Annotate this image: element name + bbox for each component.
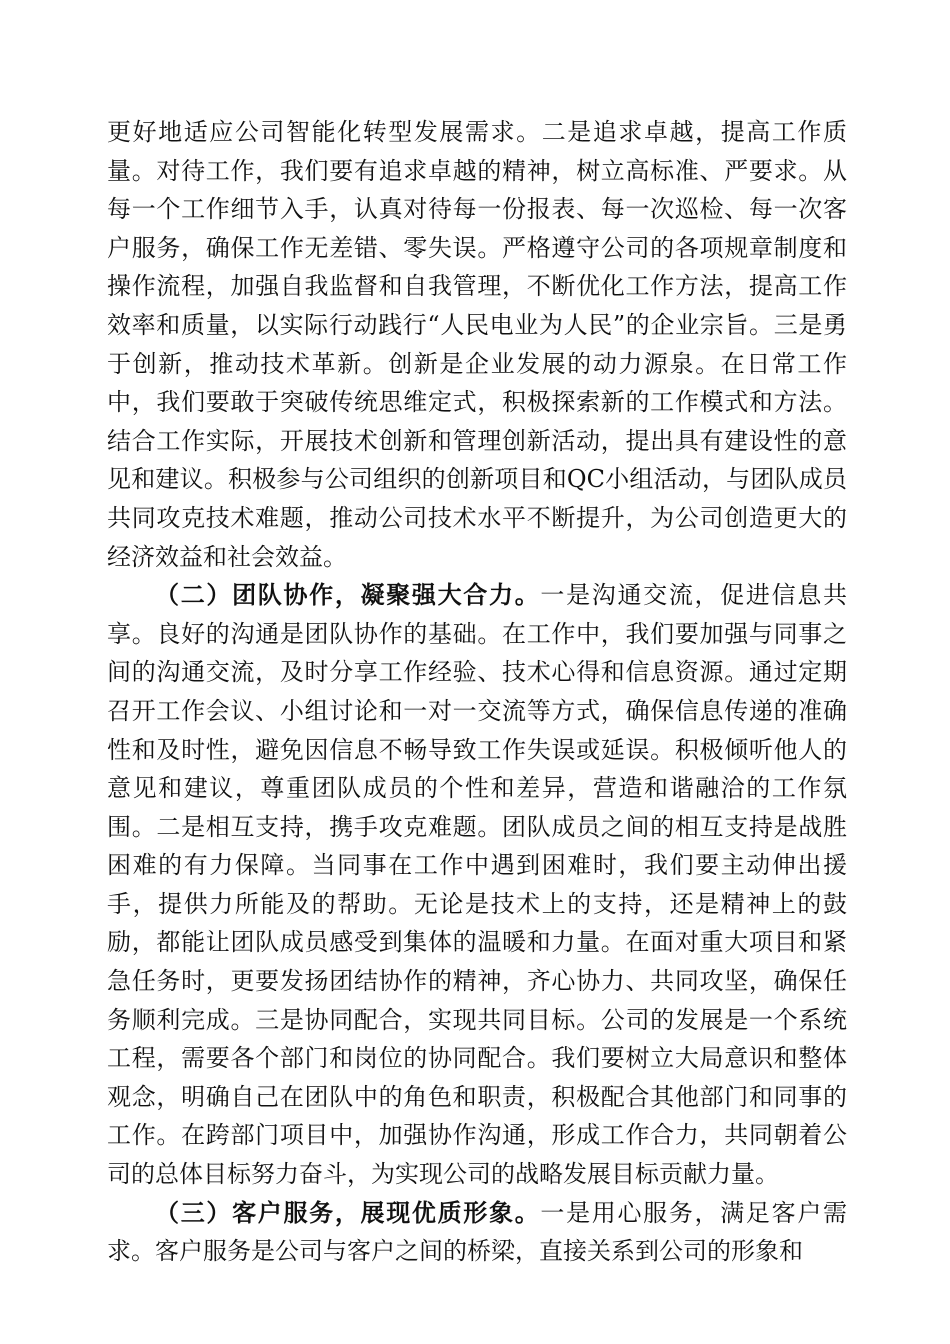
paragraph-text: 一是沟通交流，促进信息共享。良好的沟通是团队协作的基础。在工作中，我们要加强与同事之间的沟通交流，及时分享工作经验、技术心得和信息资源。通过定期召开工作会议、小组讨论和一对一交流等方式，确保信息传递的准确性和及时性，避免因信息不畅导致工作失误或延误。积极倾听他人的意见和建议，尊重团队成员的个性和差异，营造和谐融洽的工作氛围。二是相互支持，携手攻克难题。团队成员之间的相互支持是战胜困难的有力保障。当同事在工作中遇到困难时，我们要主动伸出援手，提供力所能及的帮助。无论是技术上的支持，还是精神上的鼓励，都能让团队成员感受到集体的温暖和力量。在面对重大项目和紧急任务时，更要发扬团结协作的精神，齐心协力、共同攻坚，确保任务顺利完成。三是协同配合，实现共同目标。公司的发展是一个系统工程，需要各个部门和岗位的协同配合。我们要树立大局意识和整体观念，明确自己在团队中的角色和职责，积极配合其他部门和同事的工作。在跨部门项目中，加强协作沟通，形成工作合力，共同朝着公司的总体目标努力奋斗，为实现公司的战略发展目标贡献力量。 [107, 581, 848, 1189]
paragraph-text: 更好地适应公司智能化转型发展需求。二是追求卓越，提高工作质量。对待工作，我们要有追求卓越的精神，树立高标准、严要求。从每一个工作细节入手，认真对待每一份报表、每一次巡检、每一次客户服务，确保工作无差错、零失误。严格遵守公司的各项规章制度和操作流程，加强自我监督和自我管理，不断优化工作方法，提高工作效率和质量，以实际行动践行“人民电业为人民”的企业宗旨。三是勇于创新，推动技术革新。创新是企业发展的动力源泉。在日常工作中，我们要敢于突破传统思维定式，积极探索新的工作模式和方法。结合工作实际，开展技术创新和管理创新活动，提出具有建设性的意见和建议。积极参与公司组织的创新项目和QC小组活动，与团队成员共同攻克技术难题，推动公司技术水平不断提升，为公司创造更大的经济效益和社会效益。 [107, 118, 847, 571]
section-heading-customer-service: （三）客户服务，展现优质形象。 [155, 1197, 541, 1227]
document-body [107, 113, 847, 1271]
paragraph-team-collaboration [107, 576, 847, 1194]
paragraph-customer-service [107, 1194, 847, 1271]
paragraph-continuation [107, 113, 847, 576]
section-heading-team-collaboration: （二）团队协作，凝聚强大合力。 [155, 580, 541, 610]
paragraph-text: 一是用心服务，满足客户需求。客户服务是公司与客户之间的桥梁，直接关系到公司的形象和 [107, 1198, 848, 1266]
